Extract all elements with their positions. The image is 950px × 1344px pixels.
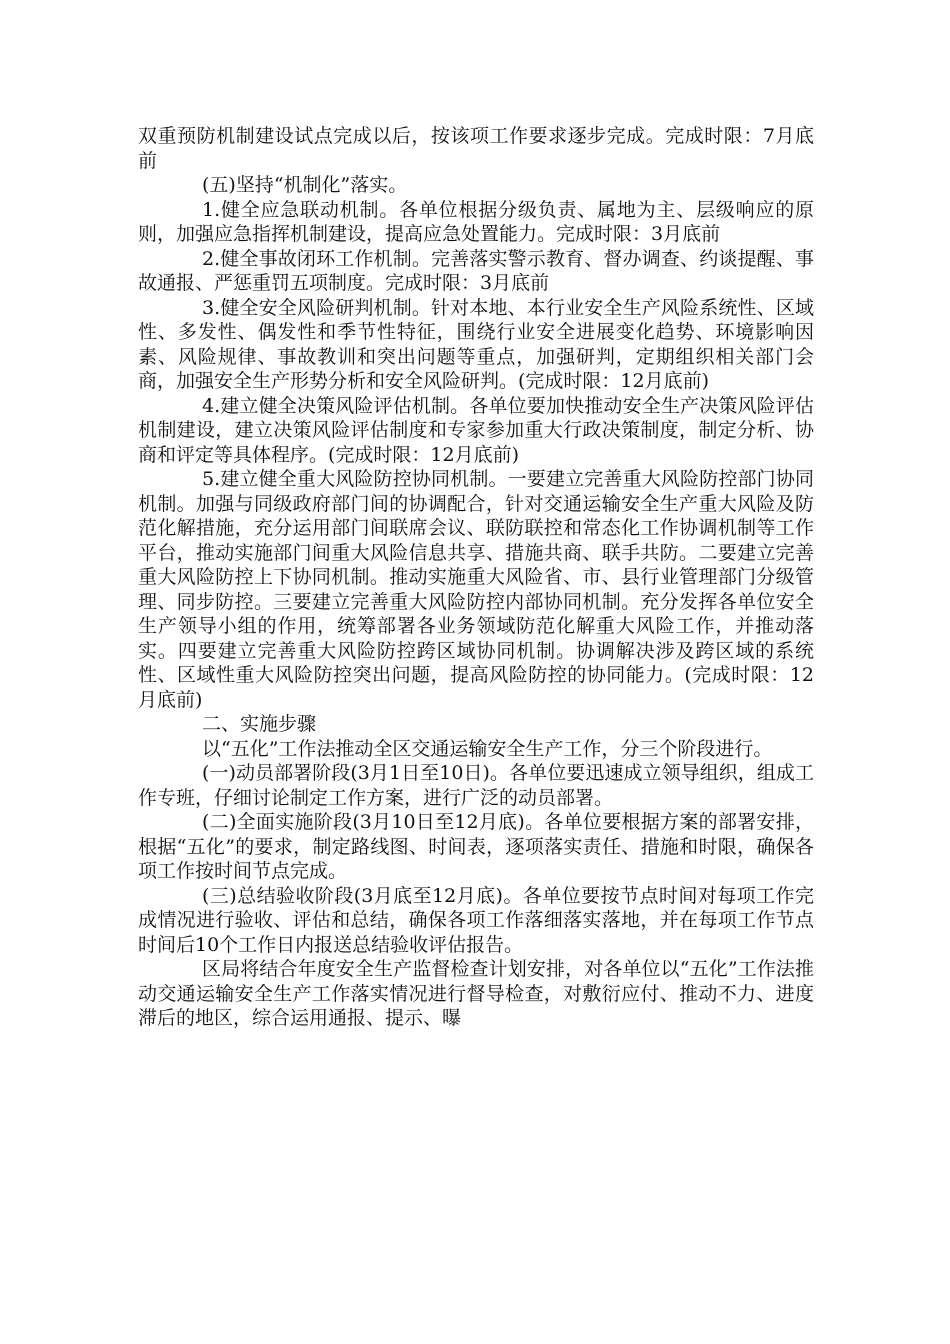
paragraph-step-3: (三)总结验收阶段(3月底至12月底)。各单位要按节点时间对每项工作完成情况进行验收、评估和总结，确保各项工作落细落实落地，并在每项工作节点时间后10个工作日内报送总结验收评估报告。	[138, 884, 814, 956]
paragraph-step-1: (一)动员部署阶段(3月1日至10日)。各单位要迅速成立领导组织，组成工作专班，仔细讨论制定工作方案，进行广泛的动员部署。	[138, 762, 814, 809]
document-body	[138, 124, 814, 1031]
paragraph-item-4: 4.建立健全决策风险评估机制。各单位要加快推动安全生产决策风险评估机制建设，建立决策风险评估制度和专家参加重大行政决策制度，制定分析、协商和评定等具体程序。(完成时限：12月底前)	[138, 394, 814, 466]
paragraph-steps-intro: 以“五化”工作法推动全区交通运输安全生产工作，分三个阶段进行。	[202, 737, 773, 760]
paragraph-item-3: 3.健全安全风险研判机制。针对本地、本行业安全生产风险系统性、区域性、多发性、偶发性和季节性特征，围绕行业安全进展变化趋势、环境影响因素、风险规律、事故教训和突出问题等重点，加强研判，定期组织相关部门会商，加强安全生产形势分析和安全风险研判。(完成时限：12月底前)	[138, 296, 814, 392]
paragraph-step-2: (二)全面实施阶段(3月10日至12月底)。各单位要根据方案的部署安排，根据“五化”的要求，制定路线图、时间表，逐项落实责任、措施和时限，确保各项工作按时间节点完成。	[138, 811, 814, 882]
paragraph-item-2: 2.健全事故闭环工作机制。完善落实警示教育、督办调查、约谈提醒、事故通报、严惩重罚五项制度。完成时限：3月底前	[138, 247, 814, 294]
paragraph-continuation: 双重预防机制建设试点完成以后，按该项工作要求逐步完成。完成时限：7月底前	[138, 125, 814, 172]
section-heading-steps: 二、实施步骤	[202, 713, 317, 735]
paragraph-item-5: 5.建立健全重大风险防控协同机制。一要建立完善重大风险防控部门协同机制。加强与同级政府部门间的协调配合，针对交通运输安全生产重大风险及防范化解措施，充分运用部门间联席会议、联防联控和常态化工作协调机制等工作平台，推动实施部门间重大风险信息共享、措施共商、联手共防。二要建立完善重大风险防控上下协同机制。推动实施重大风险省、市、县行业管理部门分级管理、同步防控。三要建立完善重大风险防控内部协同机制。充分发挥各单位安全生产领导小组的作用，统筹部署各业务领域防范化解重大风险工作，并推动落实。四要建立完善重大风险防控跨区域协同机制。协调解决涉及跨区域的系统性、区域性重大风险防控突出问题，提高风险防控的协同能力。(完成时限：12月底前)	[138, 468, 814, 711]
paragraph-supervision: 区局将结合年度安全生产监督检查计划安排，对各单位以“五化”工作法推动交通运输安全生产工作落实情况进行督导检查，对敷衍应付、推动不力、进度滞后的地区，综合运用通报、提示、曝	[138, 958, 814, 1029]
paragraph-item-1: 1.健全应急联动机制。各单位根据分级负责、属地为主、层级响应的原则，加强应急指挥机制建设，提高应急处置能力。完成时限：3月底前	[138, 198, 814, 245]
section-heading-mechanism: (五)坚持“机制化”落实。	[202, 174, 408, 196]
